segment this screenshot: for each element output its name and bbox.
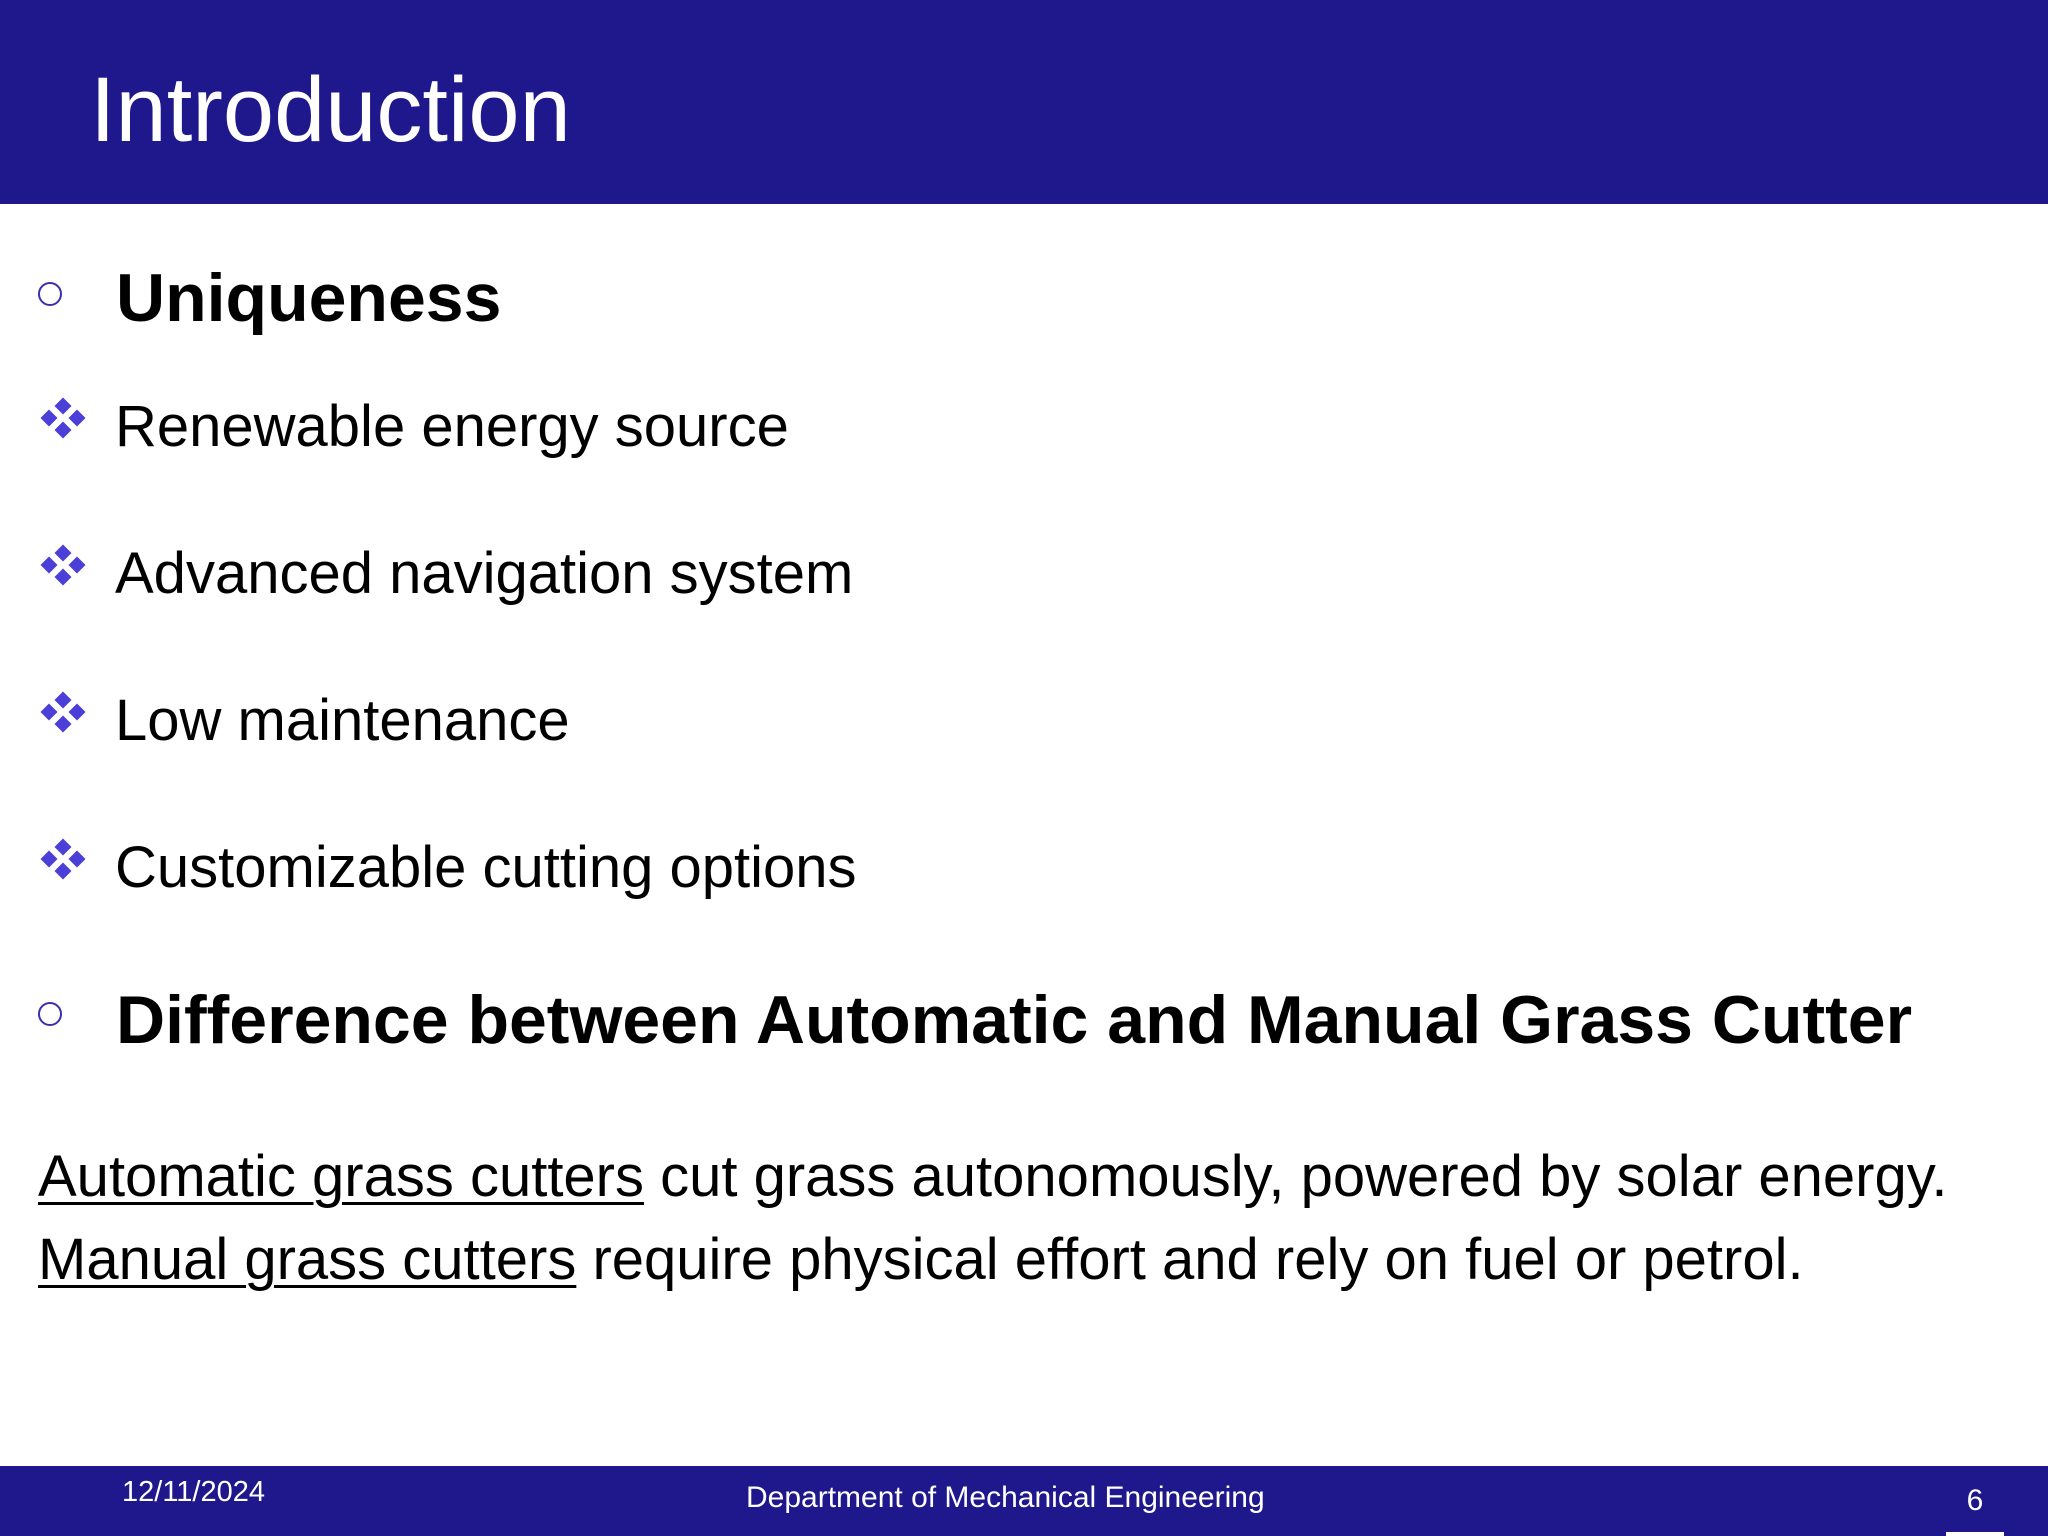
page-number: 6 bbox=[1946, 1466, 2004, 1536]
circle-bullet-icon bbox=[38, 1002, 62, 1026]
footer-date: 12/11/2024 bbox=[122, 1476, 265, 1508]
slide-title: Introduction bbox=[90, 59, 571, 161]
list-item-text: Customizable cutting options bbox=[115, 835, 857, 900]
diamond-bullet-icon bbox=[40, 692, 86, 738]
heading-text: Uniqueness bbox=[116, 260, 502, 336]
heading-text: Difference between Automatic and Manual Grass Cutter bbox=[116, 982, 1913, 1058]
diamond-bullet-icon bbox=[40, 545, 86, 591]
footer-department: Department of Mechanical Engineering bbox=[746, 1481, 1265, 1514]
paragraph-text: cut grass autonomously, powered by solar energy. bbox=[644, 1144, 1948, 1209]
list-item-text: Low maintenance bbox=[115, 688, 570, 753]
diamond-bullet-icon bbox=[40, 398, 86, 444]
term-manual: Manual grass cutters bbox=[38, 1227, 577, 1292]
paragraph-text: require physical effort and rely on fuel or petrol. bbox=[576, 1227, 1804, 1292]
list-item-text: Renewable energy source bbox=[115, 394, 789, 459]
diamond-bullet-icon bbox=[40, 839, 86, 885]
circle-bullet-icon bbox=[38, 282, 62, 306]
comparison-paragraph bbox=[38, 1135, 2018, 1301]
term-automatic: Automatic grass cutters bbox=[38, 1144, 644, 1209]
list-item-text: Advanced navigation system bbox=[115, 541, 854, 606]
